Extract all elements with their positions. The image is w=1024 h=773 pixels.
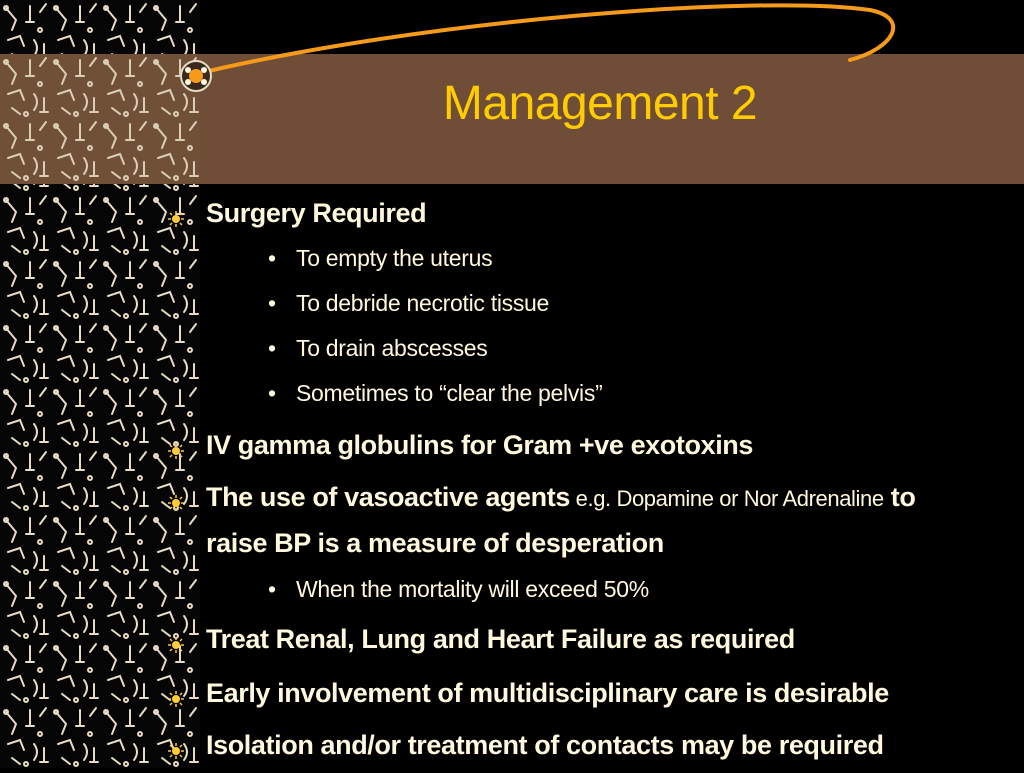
sub-bullet-text: To debride necrotic tissue: [296, 290, 550, 316]
bullet-text-example: e.g. Dopamine or Nor Adrenaline: [569, 486, 884, 511]
slide-content: [168, 190, 1024, 768]
bullet-text: Early involvement of multidisciplinary care is desirable: [206, 678, 889, 708]
gold-sun-bullet-icon: [168, 637, 184, 653]
bullet-text: Isolation and/or treatment of contacts may be required: [206, 730, 884, 760]
gold-sun-bullet-icon: [168, 743, 184, 759]
bullet-text-line2: raise BP is a measure of desperation: [206, 528, 664, 558]
gold-sun-bullet-icon: [168, 211, 184, 227]
sub-bullet-item: • Sometimes to “clear the pelvis”: [268, 380, 603, 406]
gold-sun-bullet-icon: [168, 495, 184, 511]
sub-bullet-item: • To drain abscesses: [268, 335, 488, 361]
orbit-knob-icon: [181, 61, 211, 91]
sub-bullet-item: • To empty the uterus: [268, 245, 493, 271]
sub-bullet-item: • To debride necrotic tissue: [268, 290, 550, 316]
bullet-text-bold: The use of vasoactive agents: [206, 482, 570, 512]
sub-bullet-text: To empty the uterus: [296, 245, 493, 271]
bullet-text: Surgery Required: [206, 198, 427, 228]
gold-sun-bullet-icon: [168, 443, 184, 459]
bullet-text-line1: [206, 482, 915, 513]
bullet-text: Treat Renal, Lung and Heart Failure as required: [206, 624, 795, 654]
sub-bullet-item: • When the mortality will exceed 50%: [268, 576, 649, 602]
gold-sun-bullet-icon: [168, 691, 184, 707]
sub-bullet-text: To drain abscesses: [296, 335, 488, 361]
bullet-text: IV gamma globulins for Gram +ve exotoxins: [206, 430, 754, 460]
sub-bullet-text: Sometimes to “clear the pelvis”: [296, 380, 603, 406]
bullet-text-bold-end: to: [883, 482, 916, 512]
sub-bullet-text: When the mortality will exceed 50%: [296, 576, 649, 602]
slide-title: Management 2: [442, 77, 758, 130]
